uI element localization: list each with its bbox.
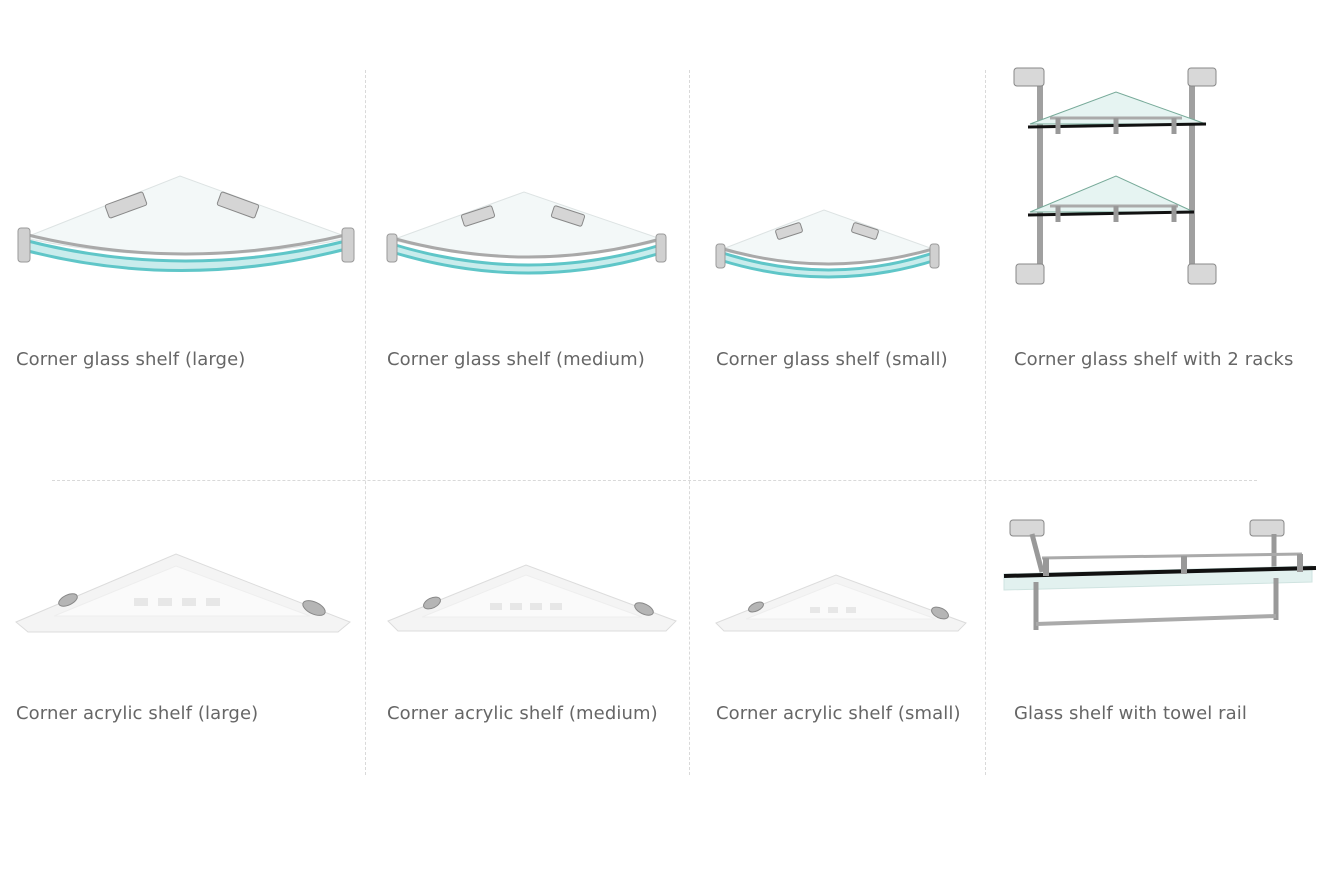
product-caption[interactable]: Glass shelf with towel rail (1014, 703, 1248, 724)
row-divider (52, 480, 1257, 481)
glass-shelf-towel-rail-icon[interactable] (1002, 516, 1318, 636)
column-divider (985, 70, 986, 775)
corner-glass-shelf-medium-icon[interactable] (384, 188, 670, 293)
corner-glass-shelf-small-icon[interactable] (714, 206, 944, 292)
corner-glass-shelf-2-racks-icon[interactable] (1010, 62, 1222, 292)
corner-acrylic-shelf-large-icon[interactable] (14, 552, 354, 638)
product-caption[interactable]: Corner acrylic shelf (large) (16, 703, 259, 724)
corner-acrylic-shelf-small-icon[interactable] (714, 573, 968, 635)
column-divider (365, 70, 366, 775)
product-caption[interactable]: Corner glass shelf with 2 racks (1014, 349, 1294, 370)
product-caption[interactable]: Corner glass shelf (medium) (387, 349, 645, 370)
product-caption[interactable]: Corner glass shelf (small) (716, 349, 948, 370)
corner-glass-shelf-large-icon[interactable] (14, 170, 358, 295)
product-caption[interactable]: Corner glass shelf (large) (16, 349, 246, 370)
product-caption[interactable]: Corner acrylic shelf (small) (716, 703, 961, 724)
product-caption[interactable]: Corner acrylic shelf (medium) (387, 703, 658, 724)
corner-acrylic-shelf-medium-icon[interactable] (386, 563, 678, 635)
column-divider (689, 70, 690, 775)
